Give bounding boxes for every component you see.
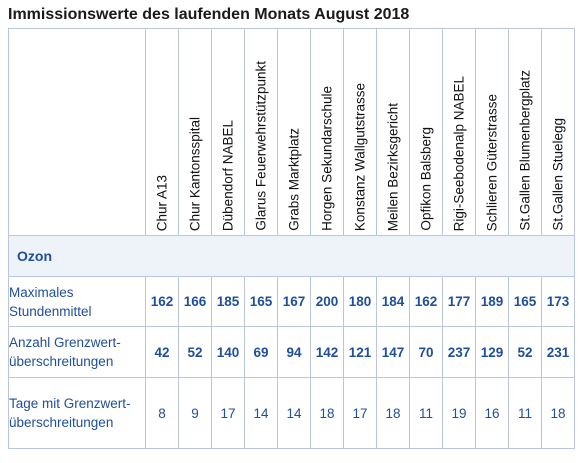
station-header: [542, 29, 575, 236]
table-cell: 184: [377, 277, 410, 327]
station-header: [146, 29, 179, 236]
station-header: [179, 29, 212, 236]
table-row: [9, 378, 575, 449]
table-cell: 173: [542, 277, 575, 327]
table-cell: 14: [245, 378, 278, 449]
table-cell: 140: [212, 327, 245, 378]
station-name: Opfikon Balsberg: [418, 127, 434, 231]
table-cell: 121: [344, 327, 377, 378]
station-name: Schlieren Güterstrasse: [484, 93, 500, 231]
table-cell: 189: [476, 277, 509, 327]
table-cell: 165: [245, 277, 278, 327]
station-header: [410, 29, 443, 236]
table-cell: 52: [179, 327, 212, 378]
station-header: [245, 29, 278, 236]
station-name: Dübendorf NABEL: [220, 119, 236, 231]
section-row-ozon: [9, 236, 575, 277]
table-cell: 162: [146, 277, 179, 327]
page-title: Immissionswerte des laufenden Monats August 2018: [8, 6, 410, 23]
table-cell: 165: [509, 277, 542, 327]
table-cell: 16: [476, 378, 509, 449]
station-name: Chur Kantonsspital: [187, 116, 203, 231]
table-row: [9, 327, 575, 378]
station-header-row: [9, 29, 575, 236]
row-label: Maximales Stundenmittel: [9, 277, 146, 327]
station-header: [509, 29, 542, 236]
table-cell: 180: [344, 277, 377, 327]
station-header: [212, 29, 245, 236]
table-cell: 177: [443, 277, 476, 327]
station-name: St.Gallen Blumenbergplatz: [517, 70, 533, 231]
table-cell: 18: [542, 378, 575, 449]
table-cell: 14: [278, 378, 311, 449]
table-cell: 200: [311, 277, 344, 327]
table-cell: 94: [278, 327, 311, 378]
table-cell: 11: [509, 378, 542, 449]
station-name: Horgen Sekundarschule: [319, 86, 335, 231]
station-name: St.Gallen Stuelegg: [550, 118, 566, 231]
table-cell: 166: [179, 277, 212, 327]
table-cell: 9: [179, 378, 212, 449]
station-name: Grabs Marktplatz: [286, 128, 302, 231]
row-label: Anzahl Grenzwert-überschreitungen: [9, 327, 146, 378]
immission-table: [8, 28, 575, 449]
table-cell: 17: [212, 378, 245, 449]
table-cell: 142: [311, 327, 344, 378]
table-cell: 237: [443, 327, 476, 378]
station-name: Glarus Feuerwehrstützpunkt: [253, 61, 269, 231]
table-cell: 52: [509, 327, 542, 378]
table-cell: 18: [377, 378, 410, 449]
station-name: Meilen Bezirksgericht: [385, 102, 401, 231]
station-header: [377, 29, 410, 236]
table-cell: 129: [476, 327, 509, 378]
table-cell: 8: [146, 378, 179, 449]
table-cell: 185: [212, 277, 245, 327]
station-name: Rigi-Seebodenalp NABEL: [451, 75, 467, 231]
station-name: Chur A13: [154, 174, 170, 231]
row-label: Tage mit Grenzwert-überschreitungen: [9, 378, 146, 449]
corner-cell: [9, 29, 146, 236]
table-cell: 69: [245, 327, 278, 378]
table-cell: 70: [410, 327, 443, 378]
station-header: [311, 29, 344, 236]
station-header: [344, 29, 377, 236]
station-name: Konstanz Wallgutstrasse: [352, 82, 368, 231]
table-row: [9, 277, 575, 327]
table-cell: 231: [542, 327, 575, 378]
table-cell: 19: [443, 378, 476, 449]
station-header: [278, 29, 311, 236]
station-header: [476, 29, 509, 236]
table-cell: 18: [311, 378, 344, 449]
table-cell: 147: [377, 327, 410, 378]
station-header: [443, 29, 476, 236]
table-cell: 11: [410, 378, 443, 449]
table-cell: 167: [278, 277, 311, 327]
table-cell: 162: [410, 277, 443, 327]
table-cell: 42: [146, 327, 179, 378]
table-cell: 17: [344, 378, 377, 449]
section-label: Ozon: [9, 236, 575, 277]
